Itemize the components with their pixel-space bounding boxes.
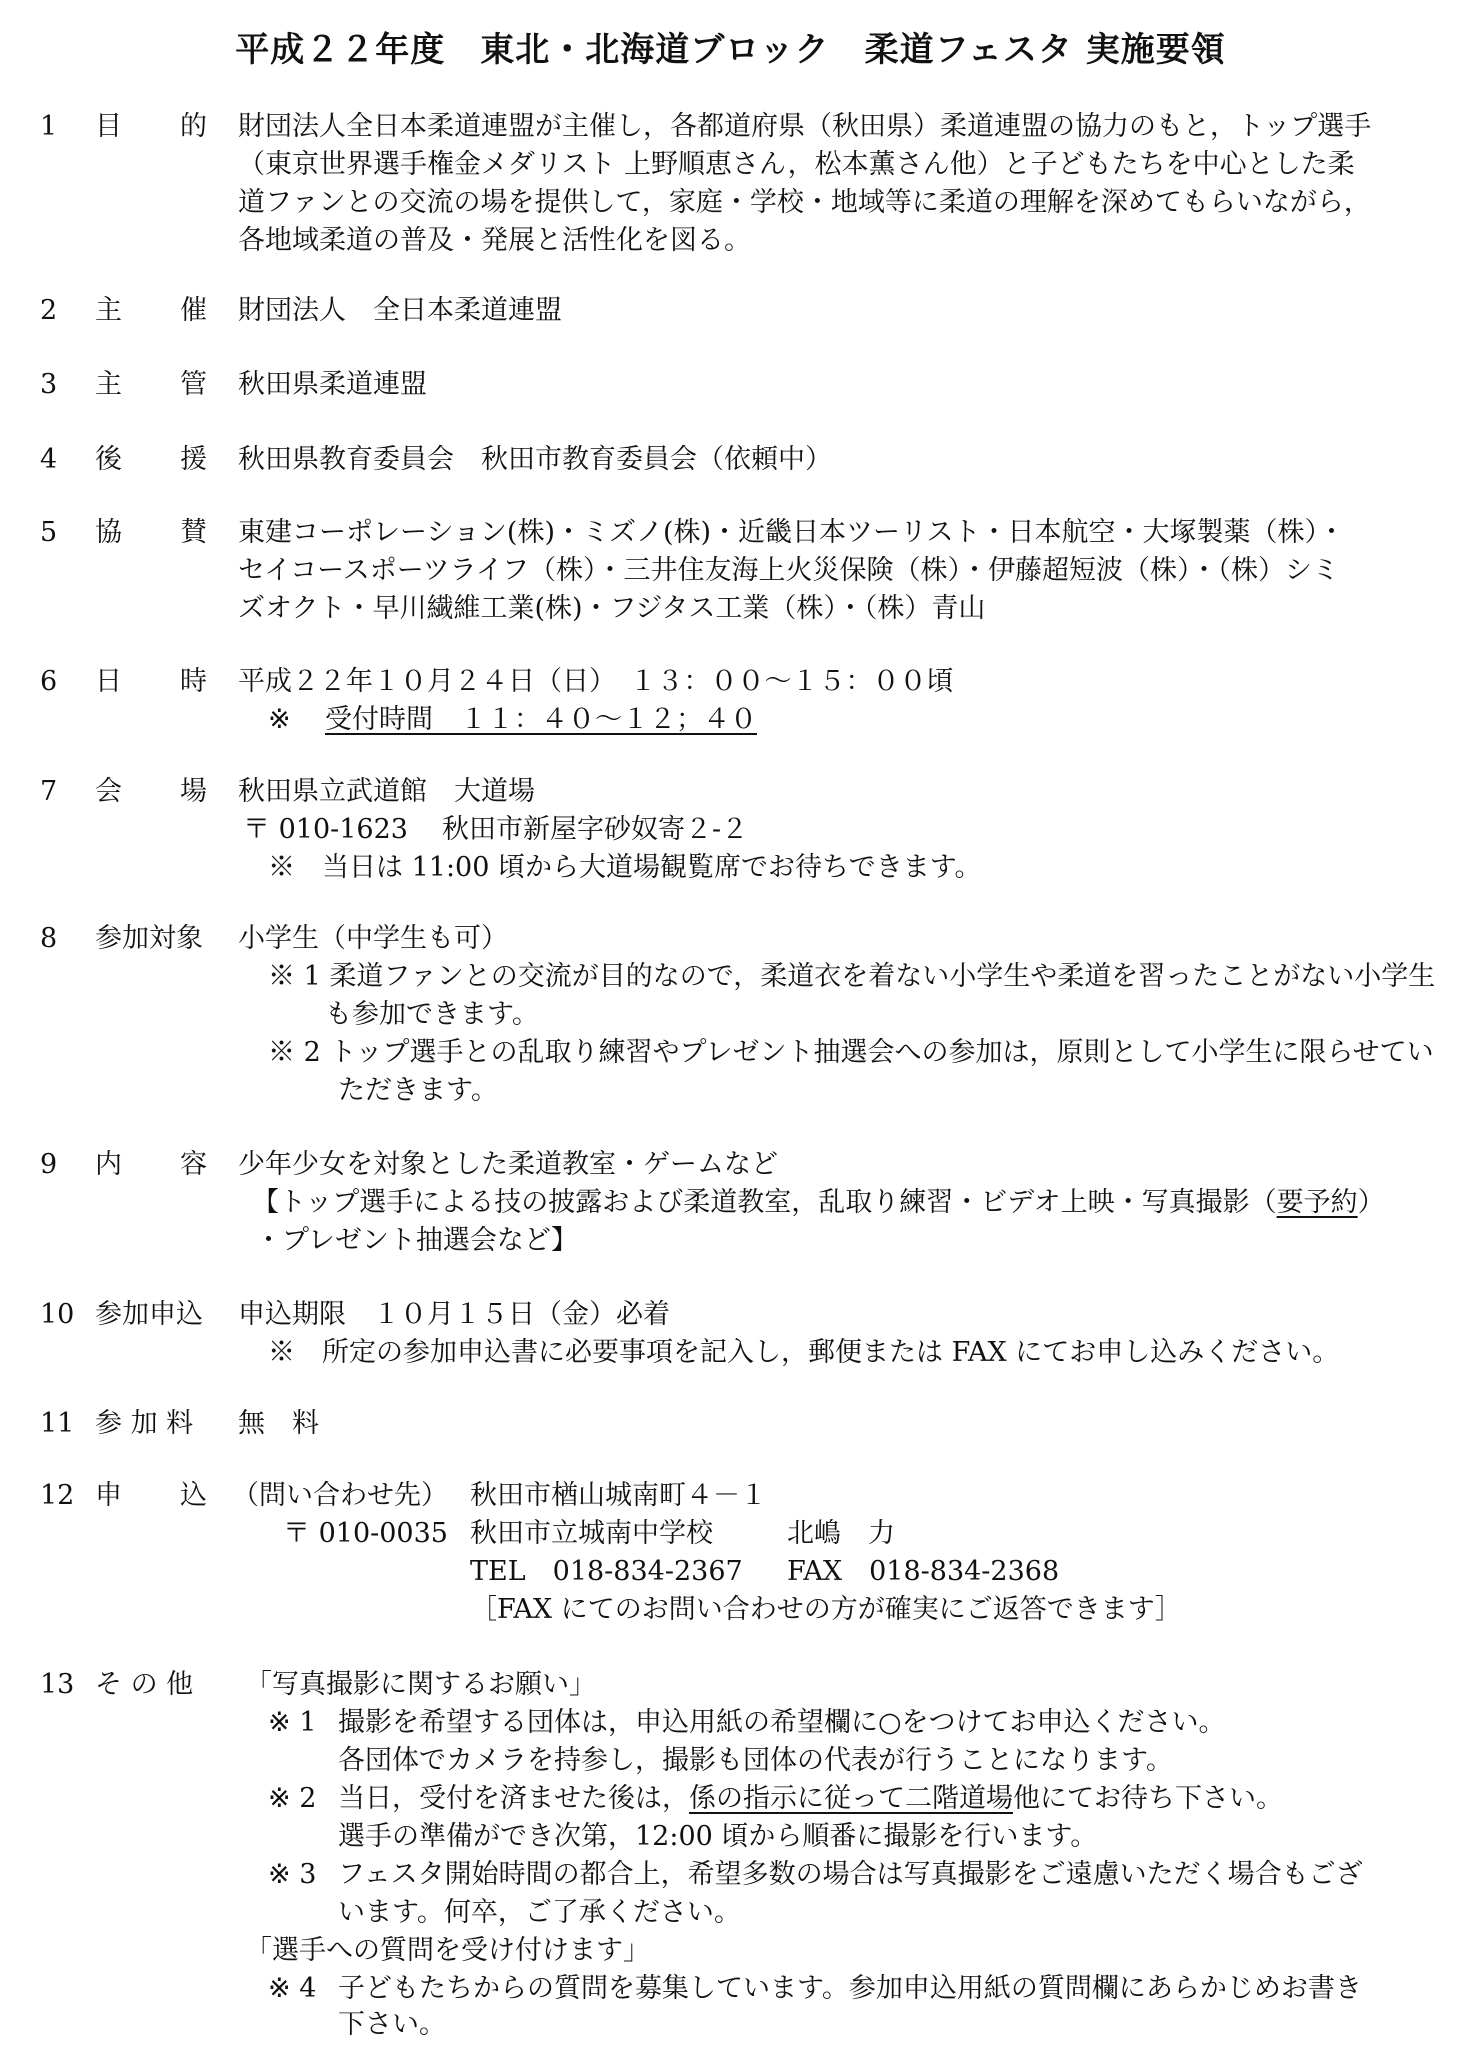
section-7-note: ※ 当日は 11:00 頃から大道場観覧席でお待ちできます。 bbox=[268, 852, 982, 883]
section-7-address: 秋田市新屋字砂奴寄２-２ bbox=[442, 814, 749, 845]
section-12-school: 秋田市立城南中学校 bbox=[470, 1518, 713, 1549]
section-6-reception-time: 受付時間 １１：４０～１２；４０ bbox=[325, 704, 757, 735]
section-9-label-char-2: 容 bbox=[180, 1149, 207, 1180]
section-13-questions-heading: 「選手への質問を受け付けます」 bbox=[245, 1935, 650, 1966]
section-5-line-3: ズオクト・早川繊維工業(株)・フジタス工業（株）・（株）青山 bbox=[238, 593, 986, 624]
section-8-label: 参加対象 bbox=[95, 923, 203, 954]
section-13-photo-heading: 「写真撮影に関するお願い」 bbox=[245, 1669, 596, 1700]
section-13-note-4-mark: ※ 4 bbox=[268, 1973, 317, 2004]
section-1-line-4: 各地域柔道の普及・発展と活性化を図る。 bbox=[238, 225, 751, 256]
section-7-label-char-1: 会 bbox=[95, 776, 122, 807]
section-2-label-char-1: 主 bbox=[95, 295, 122, 326]
section-13-note-3-mark: ※ 3 bbox=[268, 1859, 317, 1890]
section-4-text: 秋田県教育委員会 秋田市教育委員会（依頼中） bbox=[238, 444, 832, 475]
section-8-note-2-line-1: ※ 2 トップ選手との乱取り練習やプレゼント抽選会への参加は，原則として小学生に限らせてい bbox=[268, 1037, 1434, 1068]
section-13-note-1-line-1: 撮影を希望する団体は，申込用紙の希望欄に○をつけてお申込ください。 bbox=[338, 1707, 1226, 1738]
section-1-label-char-2: 的 bbox=[180, 111, 207, 142]
section-9-label-char-1: 内 bbox=[95, 1149, 122, 1180]
section-6-datetime: 平成２２年１０月２４日（日） １３：００～１５：００頃 bbox=[238, 666, 954, 697]
section-12-label-char-2: 込 bbox=[180, 1480, 207, 1511]
section-6-number: 6 bbox=[40, 666, 58, 697]
section-2-label-char-2: 催 bbox=[180, 295, 207, 326]
section-5-line-2: セイコースポーツライフ（株）・三井住友海上火災保険（株）・伊藤超短波（株）・（株）シミ bbox=[238, 555, 1340, 586]
section-13-label: そ の 他 bbox=[95, 1669, 194, 1700]
section-5-label-char-2: 賛 bbox=[180, 517, 207, 548]
section-12-address: 秋田市楢山城南町４－１ bbox=[470, 1480, 767, 1511]
section-11-fee: 無 料 bbox=[238, 1408, 319, 1439]
section-5-number: 5 bbox=[40, 517, 58, 548]
section-6-note-mark: ※ bbox=[268, 704, 291, 735]
section-7-zip: 〒 010-1623 bbox=[243, 814, 408, 845]
section-3-number: 3 bbox=[40, 369, 58, 400]
section-12-contact-person: 北嶋 力 bbox=[787, 1518, 895, 1549]
section-2-number: 2 bbox=[40, 295, 58, 326]
section-13-note-2-post: 他にてお待ち下さい。 bbox=[1013, 1783, 1283, 1814]
section-7-venue: 秋田県立武道館 大道場 bbox=[238, 776, 535, 807]
section-13-note-2-pre: 当日，受付を済ませた後は， bbox=[338, 1783, 689, 1814]
document-title: 平成２２年度 東北・北海道ブロック 柔道フェスタ 実施要領 bbox=[235, 30, 1226, 70]
section-12-inquiry-label: （問い合わせ先） bbox=[232, 1480, 448, 1511]
section-13-note-4-line-2: 下さい。 bbox=[338, 2009, 446, 2040]
section-12-fax: FAX 018-834-2368 bbox=[787, 1556, 1060, 1587]
section-12-tel: TEL 018-834-2367 bbox=[470, 1556, 743, 1587]
section-10-deadline: 申込期限 １０月１５日（金）必着 bbox=[238, 1299, 670, 1330]
section-3-label-char-1: 主 bbox=[95, 369, 122, 400]
section-6-label-char-1: 日 bbox=[95, 666, 122, 697]
section-9-line-2-main: 【トップ選手による技の披露および柔道教室，乱取り練習・ビデオ上映・写真撮影（ bbox=[252, 1187, 1277, 1218]
section-10-note: ※ 所定の参加申込書に必要事項を記入し，郵便または FAX にてお申し込みください。 bbox=[268, 1337, 1340, 1368]
section-1-line-2: （東京世界選手権金メダリスト 上野順恵さん，松本薫さん他）と子どもたちを中心とした柔 bbox=[238, 149, 1355, 180]
section-1-label-char-1: 目 bbox=[95, 111, 122, 142]
section-9-line-2 bbox=[252, 1184, 1385, 1222]
section-13-note-2-line-1 bbox=[338, 1780, 1283, 1818]
section-13-note-2-underlined: 係の指示に従って二階道場 bbox=[689, 1783, 1013, 1814]
section-4-number: 4 bbox=[40, 444, 58, 475]
section-8-eligibility: 小学生（中学生も可） bbox=[238, 923, 508, 954]
section-13-number: 13 bbox=[40, 1669, 75, 1700]
section-3-label-char-2: 管 bbox=[180, 369, 207, 400]
section-3-text: 秋田県柔道連盟 bbox=[238, 369, 427, 400]
section-8-note-1-line-2: も参加できます。 bbox=[325, 999, 539, 1030]
section-13-note-3-line-2: います。何卒，ご了承ください。 bbox=[338, 1897, 741, 1928]
section-6-label-char-2: 時 bbox=[180, 666, 207, 697]
section-12-note: ［FAX にてのお問い合わせの方が確実にご返答できます］ bbox=[470, 1594, 1182, 1625]
section-13-note-3-line-1: フェスタ開始時間の都合上，希望多数の場合は写真撮影をご遠慮いただく場合もござ bbox=[338, 1859, 1363, 1890]
section-1-number: 1 bbox=[40, 111, 58, 142]
section-13-note-1-mark: ※ 1 bbox=[268, 1707, 317, 1738]
section-5-label-char-1: 協 bbox=[95, 517, 122, 548]
section-13-note-2-mark: ※ 2 bbox=[268, 1783, 317, 1814]
section-13-note-1-line-2: 各団体でカメラを持参し，撮影も団体の代表が行うことになります。 bbox=[338, 1745, 1173, 1776]
section-4-label-char-2: 援 bbox=[180, 444, 207, 475]
section-8-note-2-line-2: ただきます。 bbox=[338, 1075, 498, 1106]
section-10-label: 参加申込 bbox=[95, 1299, 203, 1330]
section-9-number: 9 bbox=[40, 1149, 58, 1180]
section-8-number: 8 bbox=[40, 923, 58, 954]
section-13-note-4-line-1: 子どもたちからの質問を募集しています。参加申込用紙の質問欄にあらかじめお書き bbox=[338, 1973, 1362, 2004]
section-11-label: 参 加 料 bbox=[95, 1408, 194, 1439]
section-12-zip: 〒 010-0035 bbox=[283, 1518, 448, 1549]
section-12-label-char-1: 申 bbox=[95, 1480, 122, 1511]
section-7-label-char-2: 場 bbox=[180, 776, 207, 807]
section-9-reservation-required: 要予約 bbox=[1276, 1187, 1358, 1218]
section-13-note-2-line-2: 選手の準備ができ次第，12:00 頃から順番に撮影を行います。 bbox=[338, 1821, 1098, 1852]
section-11-number: 11 bbox=[40, 1408, 75, 1439]
section-7-number: 7 bbox=[40, 776, 58, 807]
section-4-label-char-1: 後 bbox=[95, 444, 122, 475]
section-1-line-1: 財団法人全日本柔道連盟が主催し，各都道府県（秋田県）柔道連盟の協力のもと，トップ選手 bbox=[238, 111, 1372, 142]
section-9-line-1: 少年少女を対象とした柔道教室・ゲームなど bbox=[238, 1149, 778, 1180]
section-2-text: 財団法人 全日本柔道連盟 bbox=[238, 295, 562, 326]
section-10-number: 10 bbox=[40, 1299, 75, 1330]
section-5-line-1: 東建コーポレーション(株)・ミズノ(株)・近畿日本ツーリスト・日本航空・大塚製薬（株）・ bbox=[238, 517, 1346, 548]
section-9-line-3: ・プレゼント抽選会など】 bbox=[255, 1225, 578, 1256]
section-12-number: 12 bbox=[40, 1480, 75, 1511]
section-9-line-2-close: ） bbox=[1357, 1187, 1385, 1218]
section-8-note-1-line-1: ※ 1 柔道ファンとの交流が目的なので，柔道衣を着ない小学生や柔道を習ったことがない小学生 bbox=[268, 961, 1436, 992]
section-1-line-3: 道ファンとの交流の場を提供して，家庭・学校・地域等に柔道の理解を深めてもらいながら， bbox=[238, 187, 1371, 218]
